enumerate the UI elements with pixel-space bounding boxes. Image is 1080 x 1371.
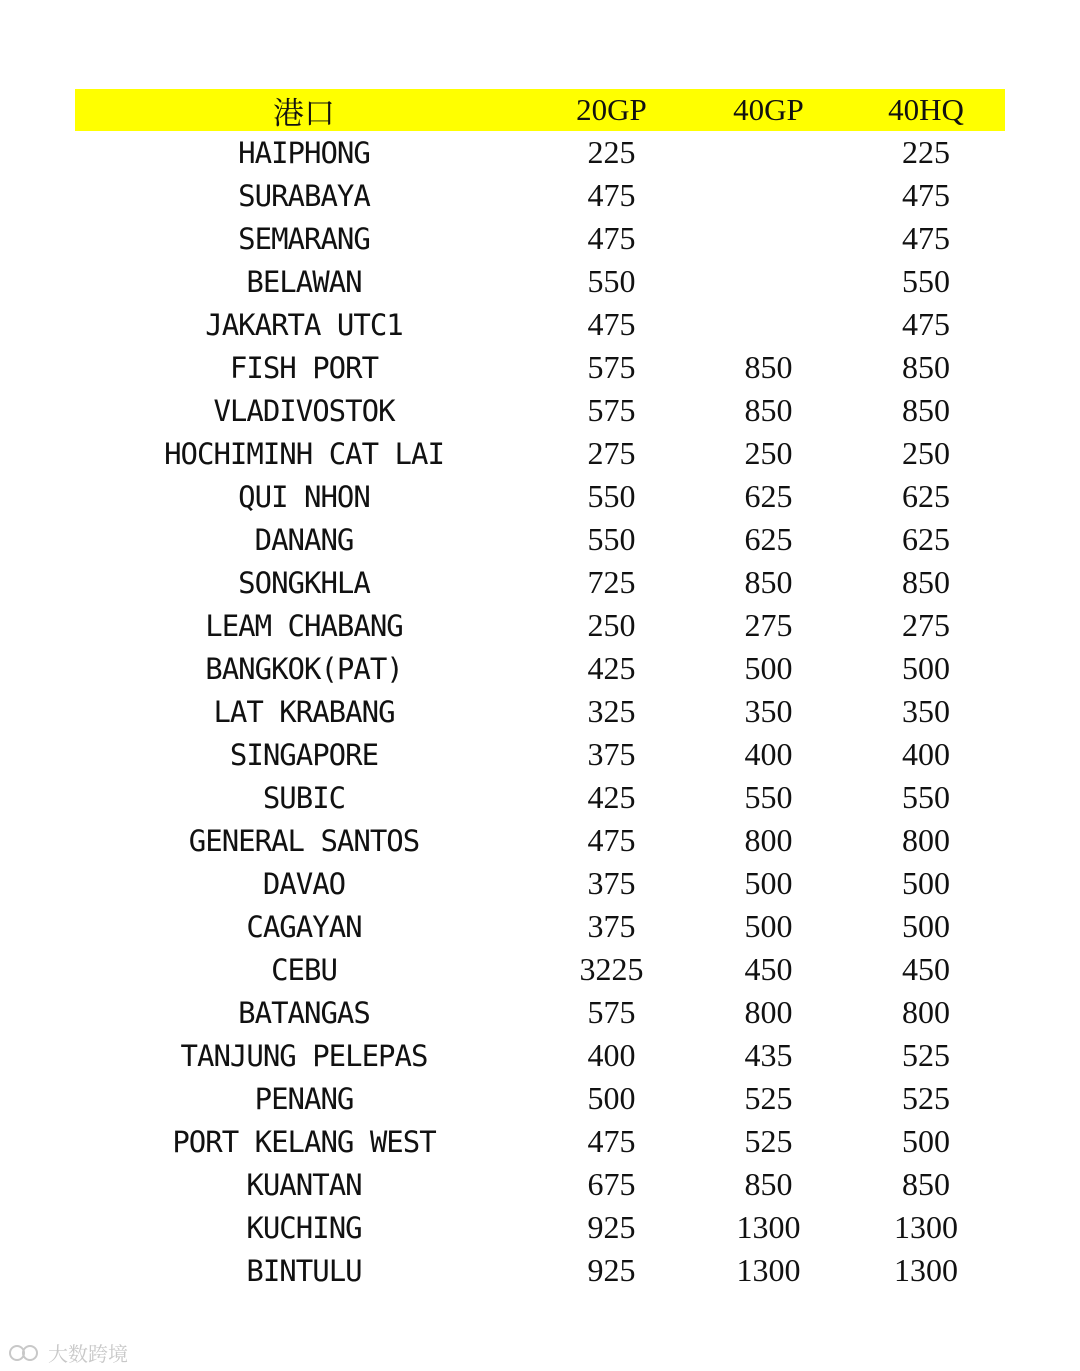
table-row bbox=[75, 948, 1005, 991]
rate-20gp-cell: 575 bbox=[587, 994, 636, 1030]
rate-40hq-cell: 550 bbox=[902, 263, 950, 299]
table-row bbox=[75, 647, 1005, 690]
port-name-cell: QUI NHON bbox=[238, 479, 370, 514]
table-body bbox=[75, 131, 1005, 1292]
rate-40gp-cell: 350 bbox=[744, 693, 793, 729]
rate-40hq-cell: 225 bbox=[902, 134, 950, 170]
table-row bbox=[75, 1077, 1005, 1120]
rate-20gp-cell: 400 bbox=[587, 1037, 636, 1073]
rate-20gp-cell: 675 bbox=[587, 1166, 636, 1202]
table-row bbox=[75, 991, 1005, 1034]
rate-20gp-cell: 275 bbox=[587, 435, 636, 471]
rate-20gp-cell: 550 bbox=[587, 263, 636, 299]
port-name-cell: HOCHIMINH CAT LAI bbox=[164, 436, 444, 471]
rate-20gp-cell: 725 bbox=[587, 564, 636, 600]
rate-40gp-cell: 850 bbox=[744, 564, 793, 600]
rate-40hq-cell: 350 bbox=[902, 693, 950, 729]
rate-40hq-cell: 500 bbox=[902, 650, 950, 686]
rate-40hq-cell: 850 bbox=[902, 564, 950, 600]
rate-40hq-cell: 250 bbox=[902, 435, 950, 471]
table-row bbox=[75, 819, 1005, 862]
table-row bbox=[75, 303, 1005, 346]
table-row bbox=[75, 905, 1005, 948]
table-row bbox=[75, 518, 1005, 561]
header-40hq: 40HQ bbox=[888, 92, 964, 127]
rate-40hq-cell: 500 bbox=[902, 1123, 950, 1159]
rate-40gp-cell: 435 bbox=[744, 1037, 793, 1073]
table-row bbox=[75, 604, 1005, 647]
rate-40hq-cell: 800 bbox=[902, 822, 950, 858]
rate-40hq-cell: 500 bbox=[902, 865, 950, 901]
port-name-cell: TANJUNG PELEPAS bbox=[180, 1038, 428, 1073]
watermark-text: 大数跨境 bbox=[48, 1342, 128, 1366]
rate-40gp-cell: 850 bbox=[744, 1166, 793, 1202]
header-40gp: 40GP bbox=[733, 92, 804, 127]
port-name-cell: SURABAYA bbox=[238, 178, 370, 213]
rate-40hq-cell: 400 bbox=[902, 736, 950, 772]
rate-40hq-cell: 450 bbox=[902, 951, 950, 987]
rate-40hq-cell: 475 bbox=[902, 220, 950, 256]
table-row bbox=[75, 260, 1005, 303]
port-name-cell: KUCHING bbox=[246, 1210, 362, 1245]
rate-40hq-cell: 800 bbox=[902, 994, 950, 1030]
table-row bbox=[75, 174, 1005, 217]
rate-40hq-cell: 1300 bbox=[894, 1209, 958, 1245]
rate-40hq-cell: 525 bbox=[902, 1037, 950, 1073]
rate-40hq-cell: 475 bbox=[902, 306, 950, 342]
watermark-logo-icon bbox=[8, 1342, 40, 1364]
rate-20gp-cell: 475 bbox=[587, 1123, 636, 1159]
port-name-cell: KUANTAN bbox=[246, 1167, 362, 1202]
rate-40hq-cell: 850 bbox=[902, 1166, 950, 1202]
port-name-cell: SINGAPORE bbox=[229, 737, 379, 772]
table-row bbox=[75, 733, 1005, 776]
rate-20gp-cell: 925 bbox=[587, 1209, 636, 1245]
rate-20gp-cell: 3225 bbox=[579, 951, 644, 987]
port-name-cell: SONGKHLA bbox=[238, 565, 370, 600]
rate-40hq-cell: 625 bbox=[902, 521, 950, 557]
header-20gp: 20GP bbox=[576, 92, 647, 127]
rate-table bbox=[75, 89, 1005, 1292]
port-name-cell: PORT KELANG WEST bbox=[172, 1124, 436, 1159]
table-row bbox=[75, 131, 1005, 174]
table-row bbox=[75, 475, 1005, 518]
port-name-cell: FISH PORT bbox=[229, 350, 379, 385]
table-row bbox=[75, 1034, 1005, 1077]
rate-20gp-cell: 575 bbox=[587, 392, 636, 428]
rate-40gp-cell: 850 bbox=[744, 349, 793, 385]
table-row bbox=[75, 432, 1005, 475]
rate-40hq-cell: 550 bbox=[902, 779, 950, 815]
rate-40gp-cell: 550 bbox=[744, 779, 793, 815]
port-name-cell: BATANGAS bbox=[238, 995, 370, 1030]
port-name-cell: HAIPHONG bbox=[238, 135, 370, 170]
table-row bbox=[75, 1163, 1005, 1206]
rate-40gp-cell: 400 bbox=[744, 736, 793, 772]
rate-40gp-cell: 800 bbox=[744, 822, 793, 858]
port-name-cell: GENERAL SANTOS bbox=[188, 823, 420, 858]
rate-20gp-cell: 425 bbox=[587, 650, 636, 686]
port-name-cell: DANANG bbox=[254, 522, 354, 557]
rate-40hq-cell: 1300 bbox=[894, 1252, 958, 1288]
rate-20gp-cell: 550 bbox=[587, 478, 636, 514]
port-name-cell: CAGAYAN bbox=[246, 909, 362, 944]
rate-40gp-cell: 1300 bbox=[736, 1252, 801, 1288]
table-row bbox=[75, 1249, 1005, 1292]
rate-20gp-cell: 375 bbox=[587, 865, 636, 901]
port-name-cell: VLADIVOSTOK bbox=[213, 393, 395, 428]
port-name-cell: LAT KRABANG bbox=[213, 694, 395, 729]
table-row bbox=[75, 776, 1005, 819]
rate-40gp-cell: 250 bbox=[744, 435, 793, 471]
rate-20gp-cell: 500 bbox=[587, 1080, 636, 1116]
rate-40gp-cell: 850 bbox=[744, 392, 793, 428]
rate-20gp-cell: 475 bbox=[587, 177, 636, 213]
rate-40gp-cell: 500 bbox=[744, 650, 793, 686]
rate-20gp-cell: 475 bbox=[587, 822, 636, 858]
header-port: 港口 bbox=[273, 95, 335, 131]
rate-20gp-cell: 375 bbox=[587, 908, 636, 944]
rate-40hq-cell: 625 bbox=[902, 478, 950, 514]
table-row bbox=[75, 862, 1005, 905]
rate-20gp-cell: 425 bbox=[587, 779, 636, 815]
rate-20gp-cell: 925 bbox=[587, 1252, 636, 1288]
table-header bbox=[75, 89, 1005, 131]
table-row bbox=[75, 389, 1005, 432]
rate-40hq-cell: 500 bbox=[902, 908, 950, 944]
rate-20gp-cell: 550 bbox=[587, 521, 636, 557]
port-name-cell: BINTULU bbox=[246, 1253, 362, 1288]
rate-40gp-cell: 800 bbox=[744, 994, 793, 1030]
port-name-cell: BANGKOK(PAT) bbox=[205, 651, 403, 686]
port-name-cell: SEMARANG bbox=[238, 221, 370, 256]
rate-40gp-cell: 525 bbox=[744, 1123, 793, 1159]
rate-40hq-cell: 850 bbox=[902, 349, 950, 385]
rate-20gp-cell: 325 bbox=[587, 693, 636, 729]
table-row bbox=[75, 1120, 1005, 1163]
table-row bbox=[75, 690, 1005, 733]
table-row bbox=[75, 346, 1005, 389]
rate-20gp-cell: 375 bbox=[587, 736, 636, 772]
rate-40hq-cell: 475 bbox=[902, 177, 950, 213]
rate-40gp-cell: 625 bbox=[744, 478, 793, 514]
port-name-cell: DAVAO bbox=[262, 866, 346, 901]
rate-20gp-cell: 575 bbox=[587, 349, 636, 385]
port-name-cell: LEAM CHABANG bbox=[205, 608, 403, 643]
rate-20gp-cell: 475 bbox=[587, 220, 636, 256]
table-row bbox=[75, 561, 1005, 604]
port-name-cell: JAKARTA UTC1 bbox=[205, 307, 403, 342]
rate-40hq-cell: 525 bbox=[902, 1080, 950, 1116]
rate-40gp-cell: 1300 bbox=[736, 1209, 801, 1245]
rate-40hq-cell: 850 bbox=[902, 392, 950, 428]
rate-20gp-cell: 475 bbox=[587, 306, 636, 342]
rate-20gp-cell: 225 bbox=[587, 134, 636, 170]
rate-40gp-cell: 275 bbox=[744, 607, 793, 643]
port-name-cell: BELAWAN bbox=[246, 264, 362, 299]
rate-40gp-cell: 625 bbox=[744, 521, 793, 557]
rate-40gp-cell: 500 bbox=[744, 908, 793, 944]
rate-20gp-cell: 250 bbox=[587, 607, 636, 643]
rate-40gp-cell: 500 bbox=[744, 865, 793, 901]
port-name-cell: SUBIC bbox=[262, 780, 346, 815]
rate-40hq-cell: 275 bbox=[902, 607, 950, 643]
watermark bbox=[8, 1338, 128, 1367]
rate-40gp-cell: 525 bbox=[744, 1080, 793, 1116]
port-name-cell: PENANG bbox=[254, 1081, 354, 1116]
table-row bbox=[75, 1206, 1005, 1249]
rate-40gp-cell: 450 bbox=[744, 951, 793, 987]
table-row bbox=[75, 217, 1005, 260]
port-name-cell: CEBU bbox=[271, 952, 337, 987]
